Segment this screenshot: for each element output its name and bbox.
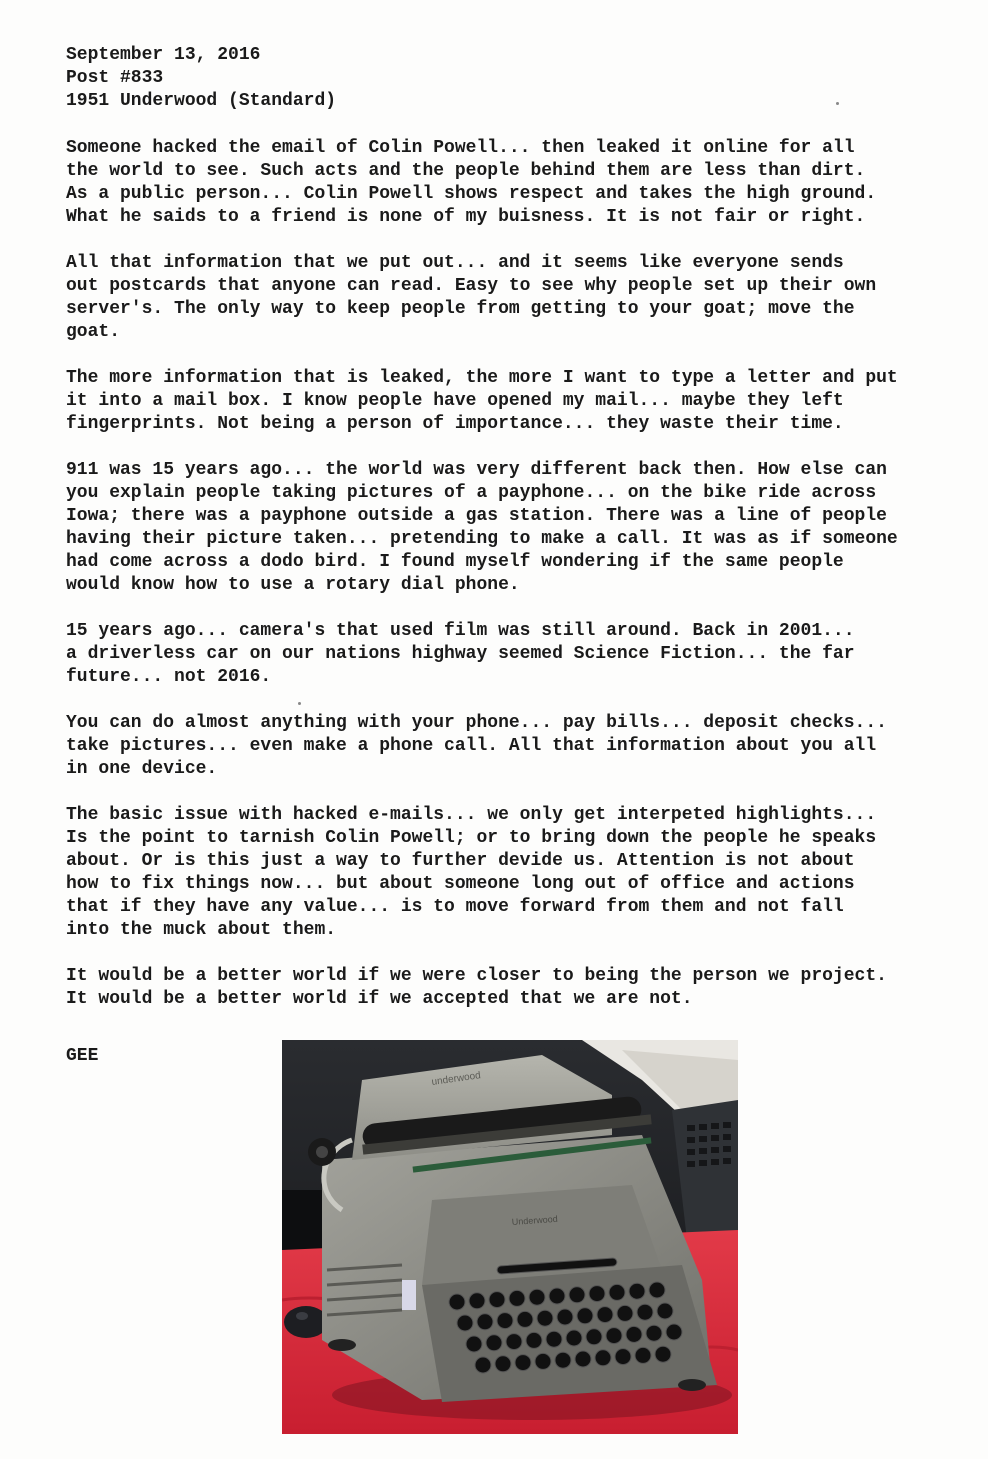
typewriter-key	[529, 1289, 545, 1305]
text-line: would know how to use a rotary dial phone.	[66, 575, 520, 595]
text-line: 15 years ago... camera's that used film was still around. Back in 2001...	[66, 621, 855, 641]
typewriter-key	[606, 1328, 622, 1344]
text-line: it into a mail box. I know people have opened my mail... maybe they left	[66, 391, 844, 411]
typewriter-photo	[282, 1040, 738, 1434]
typewriter-key	[555, 1352, 571, 1368]
typewriter-key	[449, 1294, 465, 1310]
text-line: out postcards that anyone can read. Easy to see why people set up their own	[66, 276, 877, 296]
typewriter-key	[597, 1307, 613, 1323]
typewriter-key	[509, 1290, 525, 1306]
typewriter-key	[515, 1355, 531, 1371]
paper-speck	[836, 102, 839, 105]
typewriter-key	[557, 1309, 573, 1325]
typewriter-key	[477, 1314, 493, 1330]
typewriter-key	[535, 1353, 551, 1369]
typewriter-key	[637, 1304, 653, 1320]
typewriter-key	[506, 1334, 522, 1350]
typewriter-key	[466, 1336, 482, 1352]
typewriter-key	[666, 1324, 682, 1340]
text-line: As a public person... Colin Powell shows respect and takes the high ground.	[66, 184, 877, 204]
text-line: Someone hacked the email of Colin Powell... then leaked it online for all	[66, 138, 855, 158]
paragraph	[66, 965, 966, 1011]
text-line: take pictures... even make a phone call. All that information about you all	[66, 736, 877, 756]
typewriter-key	[495, 1356, 511, 1372]
text-line: about. Or is this just a way to further devide us. Attention is not about	[66, 851, 855, 871]
typewriter-key	[646, 1325, 662, 1341]
text-line: What he saids to a friend is none of my buisness. It is not fair or right.	[66, 207, 866, 227]
signature: GEE	[66, 1046, 99, 1066]
typewriter-key	[586, 1329, 602, 1345]
paragraph	[66, 137, 966, 229]
typewriter-key	[575, 1351, 591, 1367]
typewriter-key	[595, 1350, 611, 1366]
typewriter-key	[549, 1288, 565, 1304]
text-line: into the muck about them.	[66, 920, 337, 940]
paragraph	[66, 620, 966, 689]
typewriter-key	[546, 1331, 562, 1347]
paragraph	[66, 252, 966, 344]
typewriter-key	[497, 1313, 513, 1329]
typewriter-key	[649, 1282, 665, 1298]
paragraph	[66, 804, 966, 942]
text-line: The basic issue with hacked e-mails... we only get interpeted highlights...	[66, 805, 877, 825]
typewriter-key	[489, 1292, 505, 1308]
typewriter-key	[657, 1303, 673, 1319]
typewriter-key	[635, 1347, 651, 1363]
text-line: had come across a dodo bird. I found myself wondering if the same people	[66, 552, 844, 572]
letter-body	[66, 137, 966, 1034]
typewriter-key	[577, 1308, 593, 1324]
text-line: the world to see. Such acts and the people behind them are less than dirt.	[66, 161, 866, 181]
typewriter-key	[486, 1335, 502, 1351]
typewriter-key	[589, 1286, 605, 1302]
letter-date: September 13, 2016	[66, 45, 261, 65]
paper-speck	[298, 702, 301, 705]
paragraph	[66, 459, 966, 597]
paragraph	[66, 712, 966, 781]
typewriter-key	[526, 1332, 542, 1348]
text-line: in one device.	[66, 759, 218, 779]
typewriter-key	[457, 1315, 473, 1331]
text-line: 911 was 15 years ago... the world was very different back then. How else can	[66, 460, 887, 480]
typewriter-key	[617, 1305, 633, 1321]
brand-front-text: Underwood	[511, 1213, 559, 1227]
letter-header	[66, 44, 336, 113]
paragraph	[66, 367, 966, 436]
text-line: fingerprints. Not being a person of importance... they waste their time.	[66, 414, 844, 434]
typewriter-key	[629, 1283, 645, 1299]
typewriter-key	[537, 1310, 553, 1326]
typewriter-key	[469, 1293, 485, 1309]
text-line: server's. The only way to keep people from getting to your goat; move the	[66, 299, 855, 319]
text-line: The more information that is leaked, the more I want to type a letter and put	[66, 368, 898, 388]
text-line: you explain people taking pictures of a payphone... on the bike ride across	[66, 483, 877, 503]
text-line: how to fix things now... but about someone long out of office and actions	[66, 874, 855, 894]
text-line: You can do almost anything with your phone... pay bills... deposit checks...	[66, 713, 887, 733]
text-line: Iowa; there was a payphone outside a gas station. There was a line of people	[66, 506, 887, 526]
text-line: future... not 2016.	[66, 667, 272, 687]
text-line: a driverless car on our nations highway seemed Science Fiction... the far	[66, 644, 855, 664]
brand-top-text: underwood	[430, 1070, 482, 1088]
typewriter-key	[517, 1311, 533, 1327]
typewriter-key	[566, 1330, 582, 1346]
typewriter-key	[615, 1349, 631, 1365]
typewriter-key	[475, 1357, 491, 1373]
typewriter-model: 1951 Underwood (Standard)	[66, 91, 337, 111]
text-line: having their picture taken... pretending to make a call. It was as if someone	[66, 529, 898, 549]
text-line: that if they have any value... is to move forward from them and not fall	[66, 897, 844, 917]
text-line: It would be a better world if we accepted that we are not.	[66, 989, 693, 1009]
text-line: All that information that we put out... and it seems like everyone sends	[66, 253, 844, 273]
typewriter-key	[626, 1326, 642, 1342]
typewriter-key	[569, 1287, 585, 1303]
text-line: goat.	[66, 322, 121, 342]
text-line: Is the point to tarnish Colin Powell; or to bring down the people he speaks	[66, 828, 877, 848]
text-line: It would be a better world if we were closer to being the person we project.	[66, 966, 887, 986]
typewriter-key	[609, 1284, 625, 1300]
post-number: Post #833	[66, 68, 164, 88]
typewriter-key	[655, 1346, 671, 1362]
